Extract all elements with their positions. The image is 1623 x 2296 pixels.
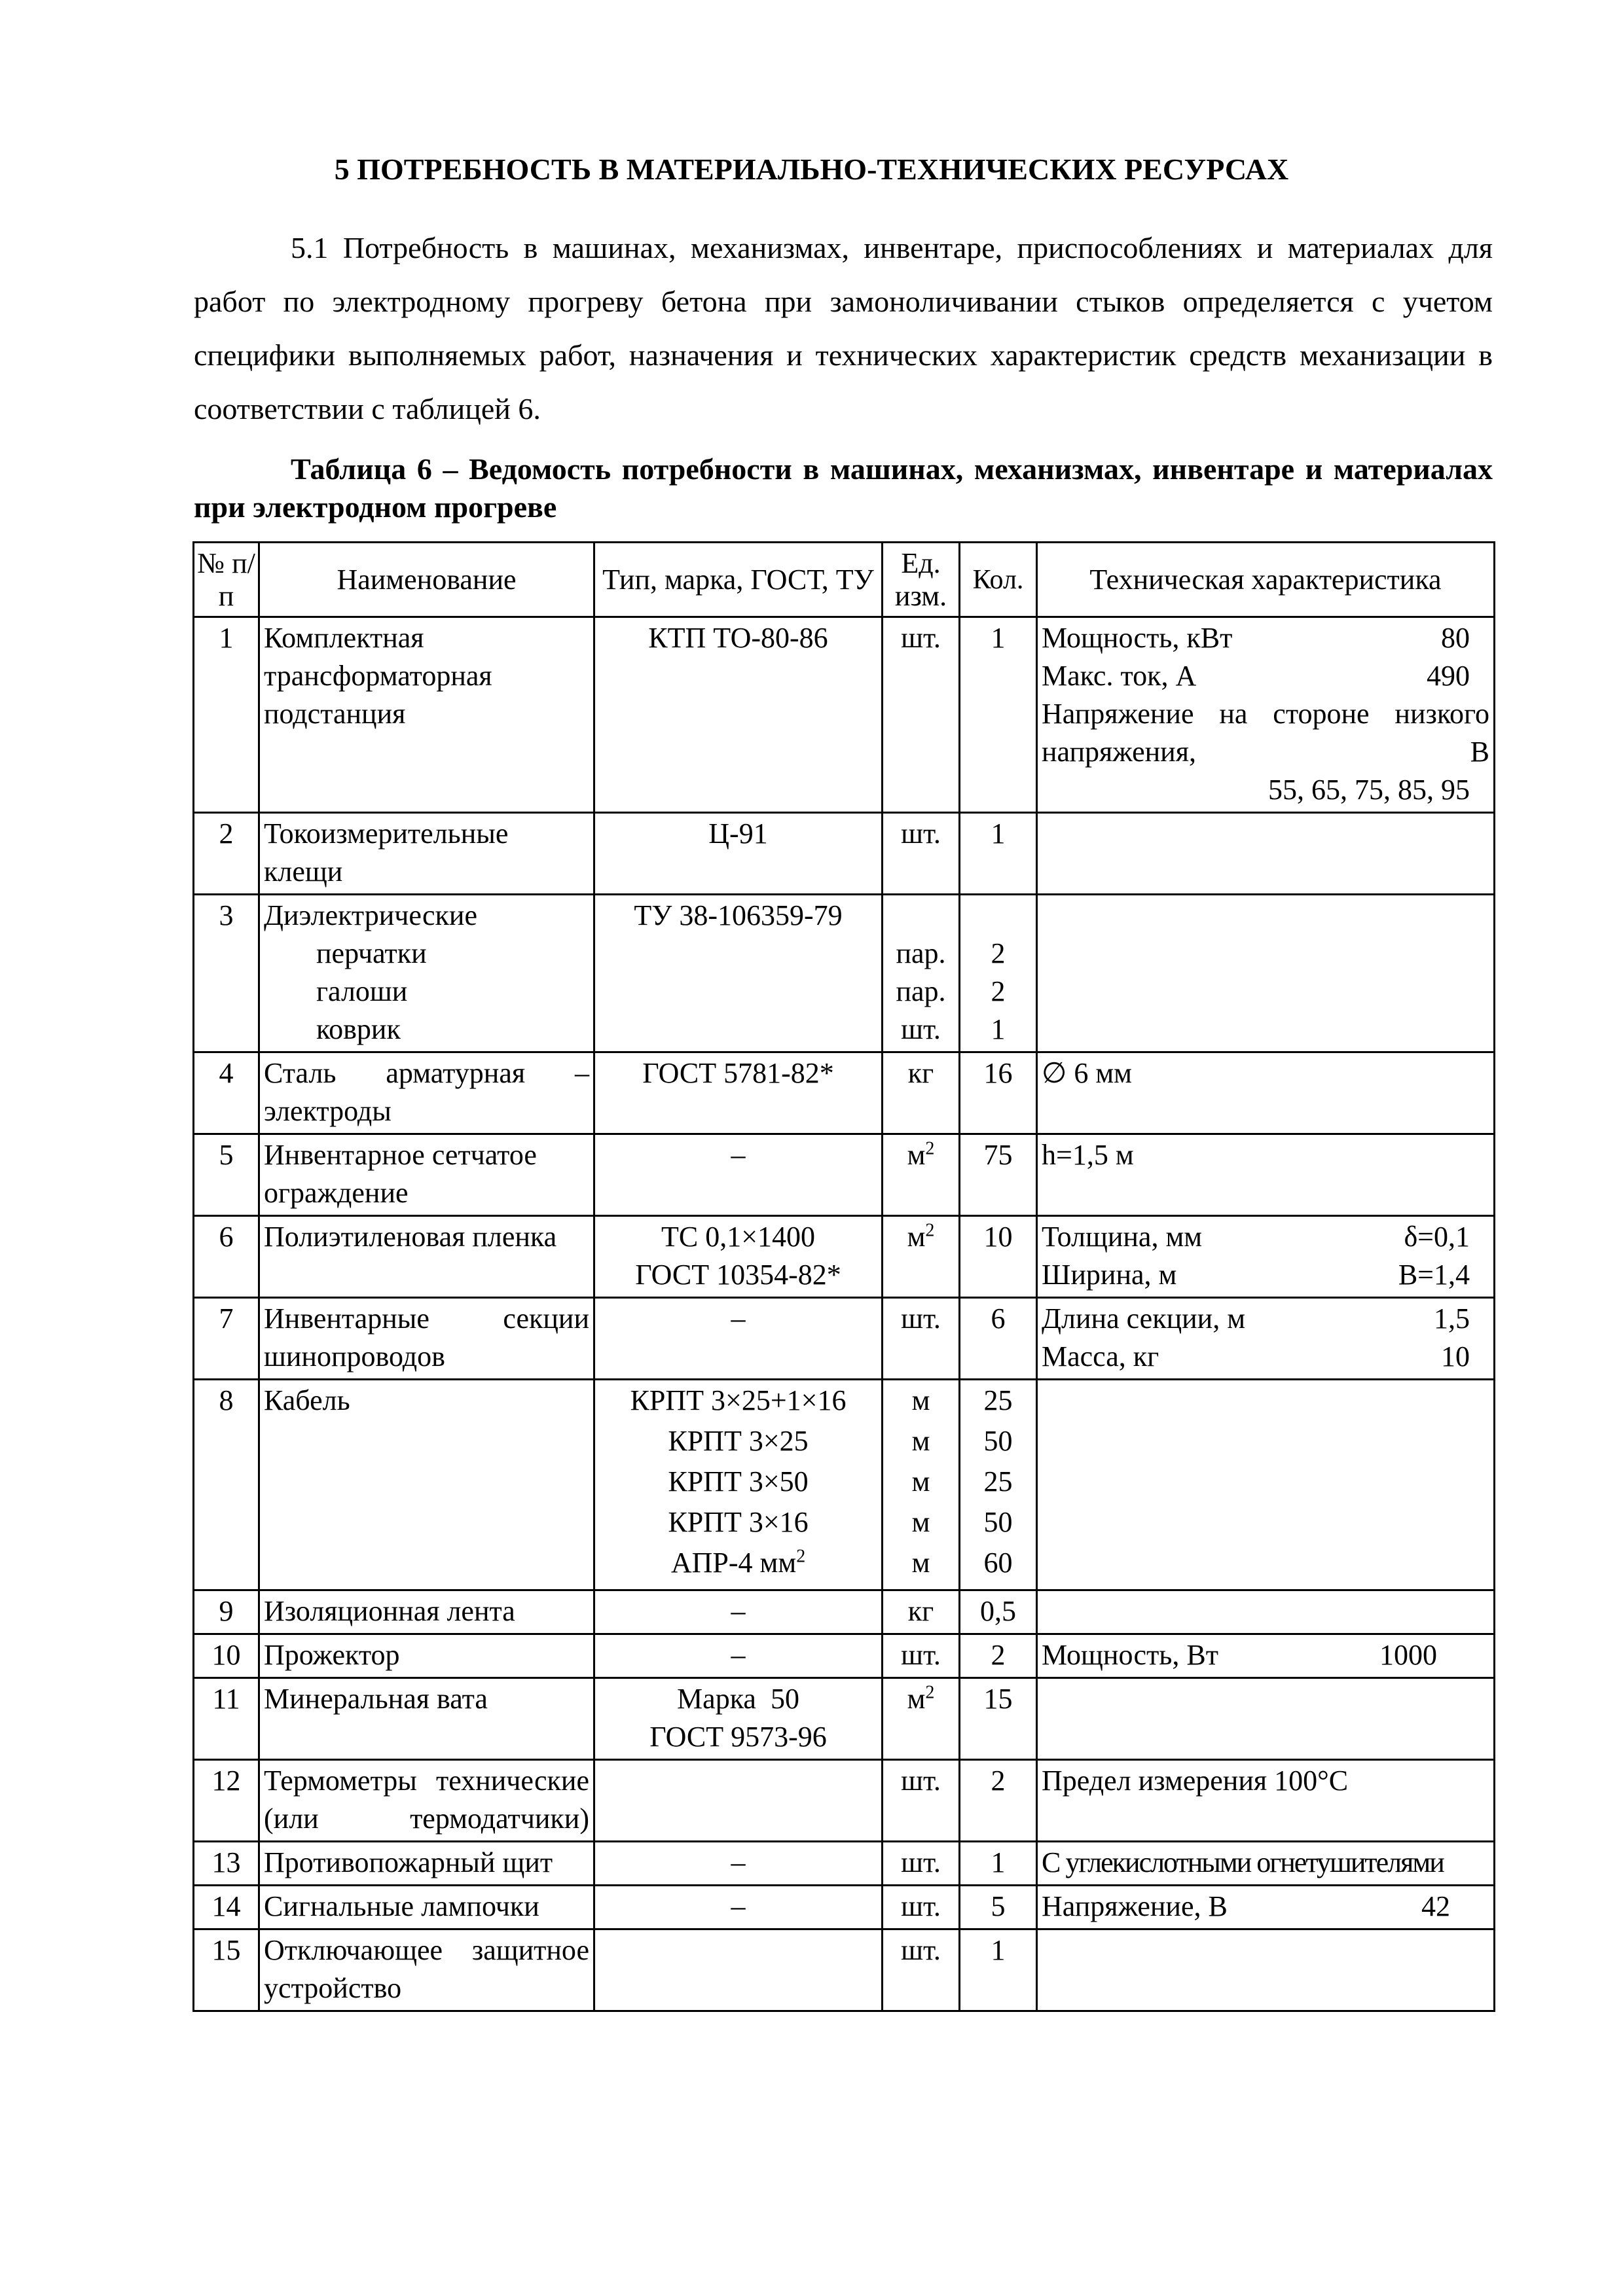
row-spec	[1037, 617, 1495, 813]
row-qty: 75	[960, 1134, 1037, 1216]
spec-label: Ширина, м	[1042, 1259, 1177, 1291]
row-qty: 2	[960, 1760, 1037, 1842]
row-qty: 10	[960, 1216, 1037, 1298]
row-name: Инвентарные секции шинопроводов	[259, 1298, 594, 1380]
spec-line	[1042, 1218, 1489, 1256]
cable-type: КРПТ 3×50	[668, 1465, 809, 1498]
header-type: Тип, марка, ГОСТ, ТУ	[594, 543, 883, 617]
spec-line	[1042, 1888, 1489, 1926]
row-name: Изоляционная лента	[259, 1590, 594, 1634]
row-qty: 1	[960, 617, 1037, 813]
row-type	[594, 1216, 883, 1298]
header-qty: Кол.	[960, 543, 1037, 617]
row-num: 9	[194, 1590, 259, 1634]
sub-item-unit: пар.	[896, 937, 946, 969]
sub-item-name: коврик	[316, 1013, 401, 1045]
unit-text: м	[907, 1139, 926, 1171]
row-num: 3	[194, 895, 259, 1052]
header-num: № п/п	[194, 543, 259, 617]
table-caption: Таблица 6 – Ведомость потребности в машинах, механизмах, инвентаре и материалах при электродном прогреве	[194, 452, 1493, 524]
spec-label: Мощность, кВт	[1042, 622, 1233, 654]
table-row	[194, 1590, 1495, 1634]
row-type: –	[594, 1634, 883, 1678]
table-row	[194, 1052, 1495, 1134]
row-num: 4	[194, 1052, 259, 1134]
row-spec	[1037, 813, 1495, 895]
sub-item-qty: 2	[991, 937, 1006, 969]
row-type: –	[594, 1298, 883, 1380]
row-spec: Предел измерения 100°С	[1037, 1760, 1495, 1842]
row-qty: 16	[960, 1052, 1037, 1134]
table-row	[194, 1886, 1495, 1929]
row-type: –	[594, 1590, 883, 1634]
row-num: 5	[194, 1134, 259, 1216]
row-type: КТП ТО-80-86	[594, 617, 883, 813]
row-unit: шт.	[883, 1842, 960, 1886]
row-name: Термометры технические (или термодатчики)	[259, 1760, 594, 1842]
row-unit	[883, 1380, 960, 1590]
row-name: Отключающее защитное устройство	[259, 1929, 594, 2011]
row-num: 1	[194, 617, 259, 813]
row-spec	[1037, 1590, 1495, 1634]
row-unit: шт.	[883, 813, 960, 895]
row-unit: шт.	[883, 1760, 960, 1842]
table-header-row	[194, 543, 1495, 617]
row-qty	[960, 895, 1037, 1052]
row-name: Противопожарный щит	[259, 1842, 594, 1886]
row-unit: кг	[883, 1052, 960, 1134]
row-name: Минеральная вата	[259, 1678, 594, 1760]
row-type: ТУ 38-106359-79	[594, 895, 883, 1052]
spec-line	[1042, 1338, 1489, 1376]
row-spec	[1037, 895, 1495, 1052]
row-qty: 2	[960, 1634, 1037, 1678]
unit-text: м	[907, 1221, 926, 1253]
table-row	[194, 1842, 1495, 1886]
cable-unit: м	[911, 1425, 930, 1457]
row-name: Комплектная трансформаторная подстанция	[259, 617, 594, 813]
row-spec	[1037, 1678, 1495, 1760]
unit-text: м	[907, 1683, 926, 1715]
row-type	[594, 1929, 883, 2011]
row-type: Ц-91	[594, 813, 883, 895]
row-unit	[883, 1216, 960, 1298]
unit-superscript: 2	[925, 1138, 935, 1159]
row-num: 15	[194, 1929, 259, 2011]
spec-value: δ=0,1	[1404, 1221, 1470, 1253]
row-type: –	[594, 1134, 883, 1216]
page-title: 5 ПОТРЕБНОСТЬ В МАТЕРИАЛЬНО-ТЕХНИЧЕСКИХ РЕСУРСАХ	[334, 152, 1289, 186]
cable-unit: м	[911, 1465, 930, 1498]
unit-superscript: 2	[925, 1682, 935, 1703]
sub-item-qty: 1	[991, 1013, 1006, 1045]
spec-line	[1042, 1256, 1489, 1294]
cable-qty: 60	[983, 1547, 1013, 1579]
sub-item-unit: шт.	[901, 1013, 941, 1045]
header-name: Наименование	[259, 543, 594, 617]
row-unit: шт.	[883, 1929, 960, 2011]
table-row	[194, 895, 1495, 1052]
row-num: 6	[194, 1216, 259, 1298]
resource-table	[192, 541, 1495, 2012]
row-type	[594, 1760, 883, 1842]
row-unit	[883, 895, 960, 1052]
row-num: 13	[194, 1842, 259, 1886]
row-spec	[1037, 1216, 1495, 1298]
row-num: 11	[194, 1678, 259, 1760]
spec-label: Толщина, мм	[1042, 1221, 1203, 1253]
spec-value: 80	[1441, 622, 1470, 654]
row-type: ГОСТ 5781-82*	[594, 1052, 883, 1134]
row-spec: С углекислотными огнетушителями	[1037, 1842, 1495, 1886]
sub-item-unit: пар.	[896, 975, 946, 1007]
row-name: Токоизмерительные клещи	[259, 813, 594, 895]
unit-superscript: 2	[925, 1220, 935, 1241]
table-row	[194, 1298, 1495, 1380]
cable-unit: м	[911, 1384, 930, 1416]
cable-qty: 50	[983, 1425, 1013, 1457]
row-num: 10	[194, 1634, 259, 1678]
cable-type-superscript: 2	[796, 1546, 806, 1567]
row-type: –	[594, 1886, 883, 1929]
row-name	[259, 895, 594, 1052]
cable-type-text: АПР-4 мм	[670, 1547, 797, 1579]
spec-line	[1042, 657, 1489, 695]
spec-label: Напряжение, В	[1042, 1890, 1228, 1922]
row-unit: шт.	[883, 617, 960, 813]
spec-label: Напряжение на стороне низкого напряжения, В	[1042, 698, 1489, 768]
row-spec: h=1,5 м	[1037, 1134, 1495, 1216]
sub-item-name: галоши	[316, 975, 408, 1007]
row-name: Сталь арматурная – электроды	[259, 1052, 594, 1134]
spec-value: 42	[1421, 1890, 1450, 1922]
spec-label: Мощность, Вт	[1042, 1639, 1218, 1671]
row-name: Полиэтиленовая пленка	[259, 1216, 594, 1298]
row-qty: 6	[960, 1298, 1037, 1380]
row-num: 14	[194, 1886, 259, 1929]
row-spec	[1037, 1929, 1495, 2011]
header-spec: Техническая характеристика	[1037, 543, 1495, 617]
spec-value: В=1,4	[1398, 1259, 1470, 1291]
spec-line	[1042, 619, 1489, 657]
row-type	[594, 1380, 883, 1590]
row-unit	[883, 1134, 960, 1216]
row-unit	[883, 1678, 960, 1760]
spec-label: Длина секции, м	[1042, 1302, 1246, 1335]
table-row	[194, 1380, 1495, 1590]
item-name: Диэлектрические	[264, 899, 477, 931]
table-row	[194, 1634, 1495, 1678]
row-spec: ∅ 6 мм	[1037, 1052, 1495, 1134]
row-num: 8	[194, 1380, 259, 1590]
cable-qty: 25	[983, 1384, 1013, 1416]
row-unit: шт.	[883, 1298, 960, 1380]
spec-value: 10	[1441, 1340, 1470, 1372]
spec-line	[1042, 1300, 1489, 1338]
table-row	[194, 1216, 1495, 1298]
row-qty: 1	[960, 813, 1037, 895]
row-qty: 1	[960, 1929, 1037, 2011]
table-row	[194, 1678, 1495, 1760]
row-name: Сигнальные лампочки	[259, 1886, 594, 1929]
row-spec	[1037, 1298, 1495, 1380]
row-type	[594, 1678, 883, 1760]
cable-qty: 25	[983, 1465, 1013, 1498]
cable-qty: 50	[983, 1506, 1013, 1538]
cable-type	[599, 1544, 877, 1585]
row-name: Прожектор	[259, 1634, 594, 1678]
table-row	[194, 813, 1495, 895]
row-unit: шт.	[883, 1634, 960, 1678]
spec-value: 1000	[1379, 1639, 1437, 1671]
row-unit: кг	[883, 1590, 960, 1634]
spec-value: 490	[1427, 660, 1470, 692]
row-spec	[1037, 1380, 1495, 1590]
intro-paragraph: 5.1 Потребность в машинах, механизмах, инвентаре, приспособлениях и материалах для работ по электродному прогреву бетона при замоноличивании стыков определяется с учетом специфики выполняемых работ, назначения и технических характеристик средств механизации в соответствии с таблицей 6.	[194, 231, 1493, 425]
spec-label: Макс. ток, А	[1042, 660, 1197, 692]
row-qty: 1	[960, 1842, 1037, 1886]
cable-type: КРПТ 3×25+1×16	[630, 1384, 847, 1416]
row-qty	[960, 1380, 1037, 1590]
table-row	[194, 1134, 1495, 1216]
cable-type: КРПТ 3×25	[668, 1425, 809, 1457]
row-qty: 15	[960, 1678, 1037, 1760]
type-line: ГОСТ 9573-96	[649, 1721, 827, 1753]
type-line: ГОСТ 10354-82*	[635, 1259, 841, 1291]
spec-label: Масса, кг	[1042, 1340, 1159, 1372]
table-row	[194, 1929, 1495, 2011]
row-spec	[1037, 1634, 1495, 1678]
type-line: Марка 50	[677, 1683, 799, 1715]
row-num: 7	[194, 1298, 259, 1380]
row-qty: 0,5	[960, 1590, 1037, 1634]
sub-item-qty: 2	[991, 975, 1006, 1007]
row-num: 12	[194, 1760, 259, 1842]
row-unit: шт.	[883, 1886, 960, 1929]
row-type: –	[594, 1842, 883, 1886]
sub-item-name: перчатки	[316, 937, 427, 969]
table-row	[194, 1760, 1495, 1842]
spec-line	[1042, 1636, 1489, 1674]
cable-unit: м	[911, 1506, 930, 1538]
row-name: Инвентарное сетчатое ограждение	[259, 1134, 594, 1216]
row-qty: 5	[960, 1886, 1037, 1929]
cable-type: КРПТ 3×16	[668, 1506, 809, 1538]
spec-value: 55, 65, 75, 85, 95	[1268, 774, 1470, 806]
row-num: 2	[194, 813, 259, 895]
row-name: Кабель	[259, 1380, 594, 1590]
spec-value: 1,5	[1434, 1302, 1470, 1335]
row-spec	[1037, 1886, 1495, 1929]
header-unit: Ед. изм.	[883, 543, 960, 617]
type-line: ТС 0,1×1400	[661, 1221, 816, 1253]
table-row	[194, 617, 1495, 813]
cable-unit: м	[911, 1547, 930, 1579]
